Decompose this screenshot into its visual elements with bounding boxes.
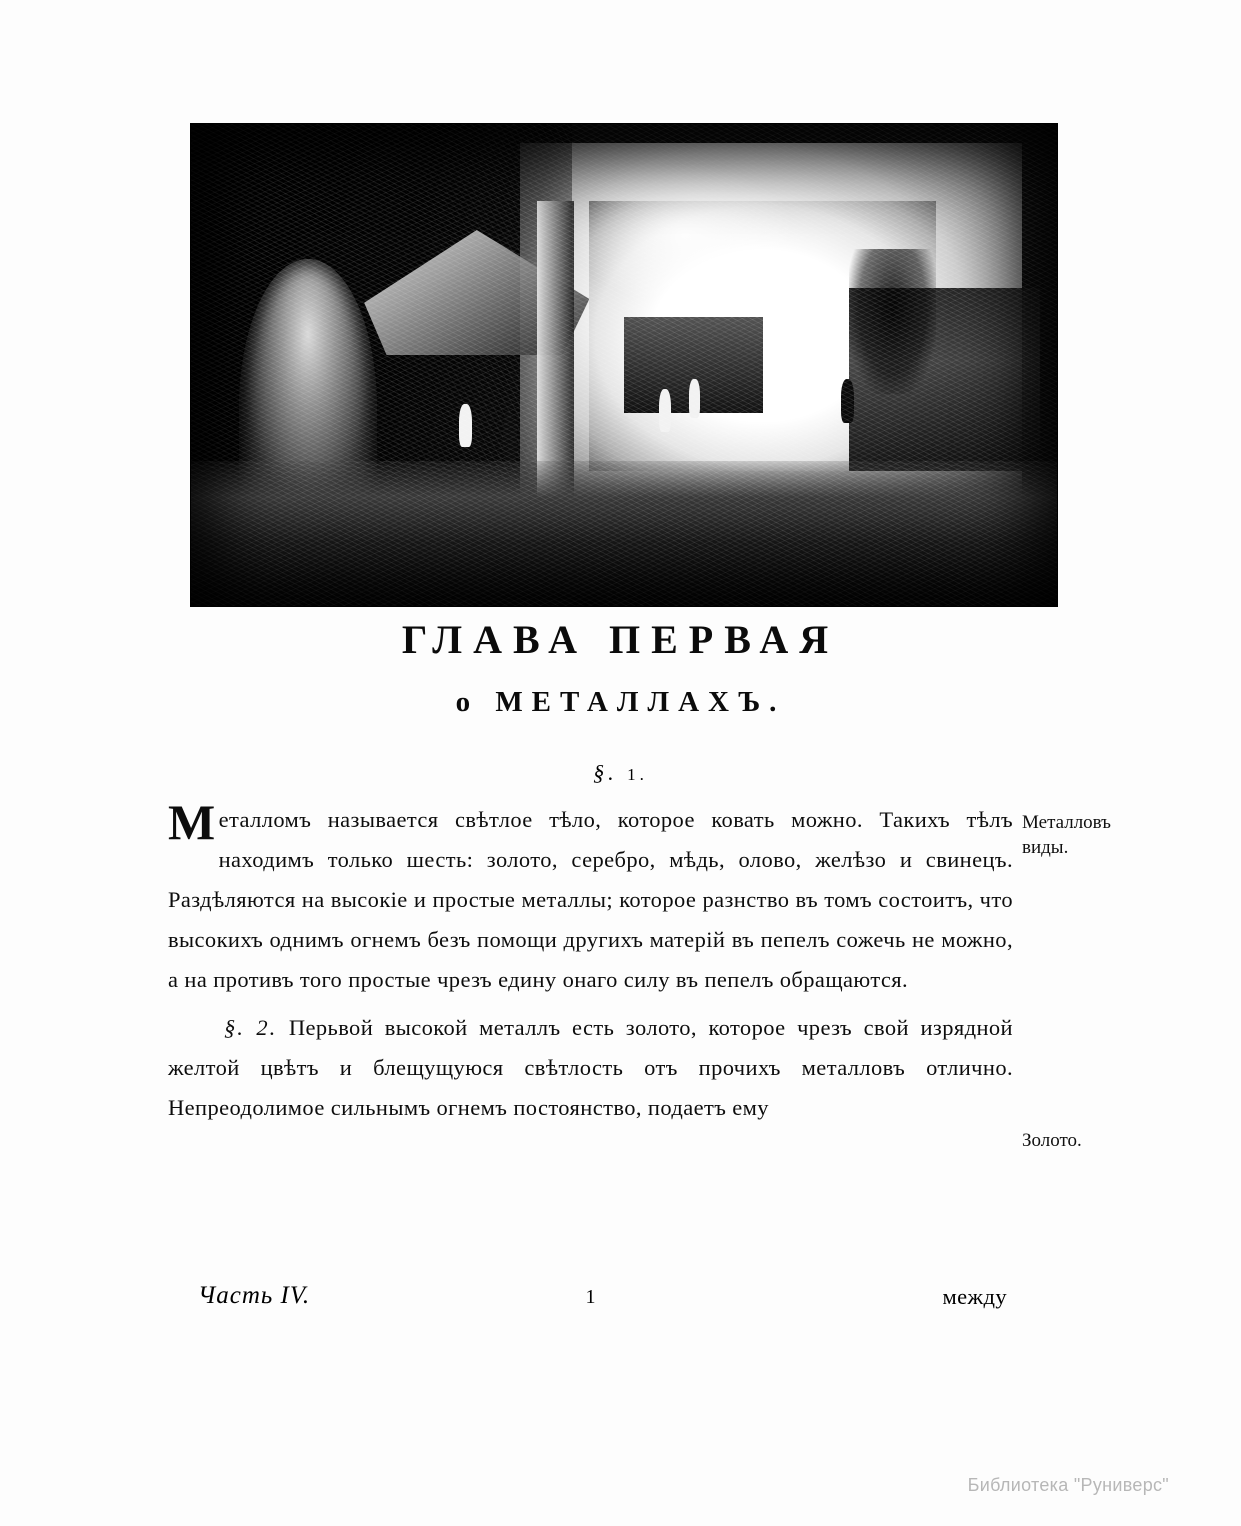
paragraph-1-text: еталломъ называется свѣтлое тѣло, которое ковать можно. Такихъ тѣлъ находимъ только шесть: золото, серебро, мѣдь, олово, желѣзо и свинецъ. Раздѣляются на высокіе и простые металлы; которое разнство въ томъ состоитъ, что высокихъ однимъ огнемъ безъ помощи другихъ матерій въ пепелъ сожечь не можно, а на противъ того простые чрезъ едину онаго силу въ пепелъ обращаются. [168,807,1013,992]
paragraph-1 [168,794,1013,1000]
section-number: 1. [627,765,648,784]
page-footline [168,1282,1013,1316]
engraving-tree [849,249,936,394]
engraving-figure-3 [841,379,855,422]
volume-part-label: Часть IV. [198,1282,311,1309]
chapter-subtitle: о МЕТАЛЛАХЪ. [455,686,786,718]
engraving-figure-2 [689,379,700,418]
margin-note-gold: Золото. [1022,1130,1082,1151]
body-text-column [168,794,1013,1128]
paragraph-2-text: Перьвой высокой металлъ есть золото, которое чрезъ свой изрядной желтой цвѣтъ и блещущуюся свѣтлость отъ прочихъ металловъ отлично. Непреодолимое сильнымъ огнемъ постоянство, подаетъ ему [168,1015,1013,1120]
section-symbol: §. [593,760,618,785]
engraving-ground [191,461,1057,606]
engraving-figure-4 [503,413,517,461]
engraving-figure-5 [459,404,472,447]
catchword: между [942,1284,1007,1309]
engraving-smoke [572,163,797,308]
chapter-title: ГЛАВА ПЕРВАЯ [401,617,840,662]
engraving-figure-1 [659,389,671,432]
section-symbol-2: §. [224,1015,245,1040]
drop-cap: М [168,794,216,850]
margin-note-metals-kinds: Металловъ виды. [1022,812,1111,858]
section-number-2: 2. [256,1015,278,1040]
paragraph-2 [168,1008,1013,1128]
library-watermark: Библиотека "Руниверс" [967,1475,1169,1495]
signature-mark: 1 [585,1286,596,1308]
section-marker-1 [0,760,1241,786]
chapter-engraving [190,123,1058,607]
